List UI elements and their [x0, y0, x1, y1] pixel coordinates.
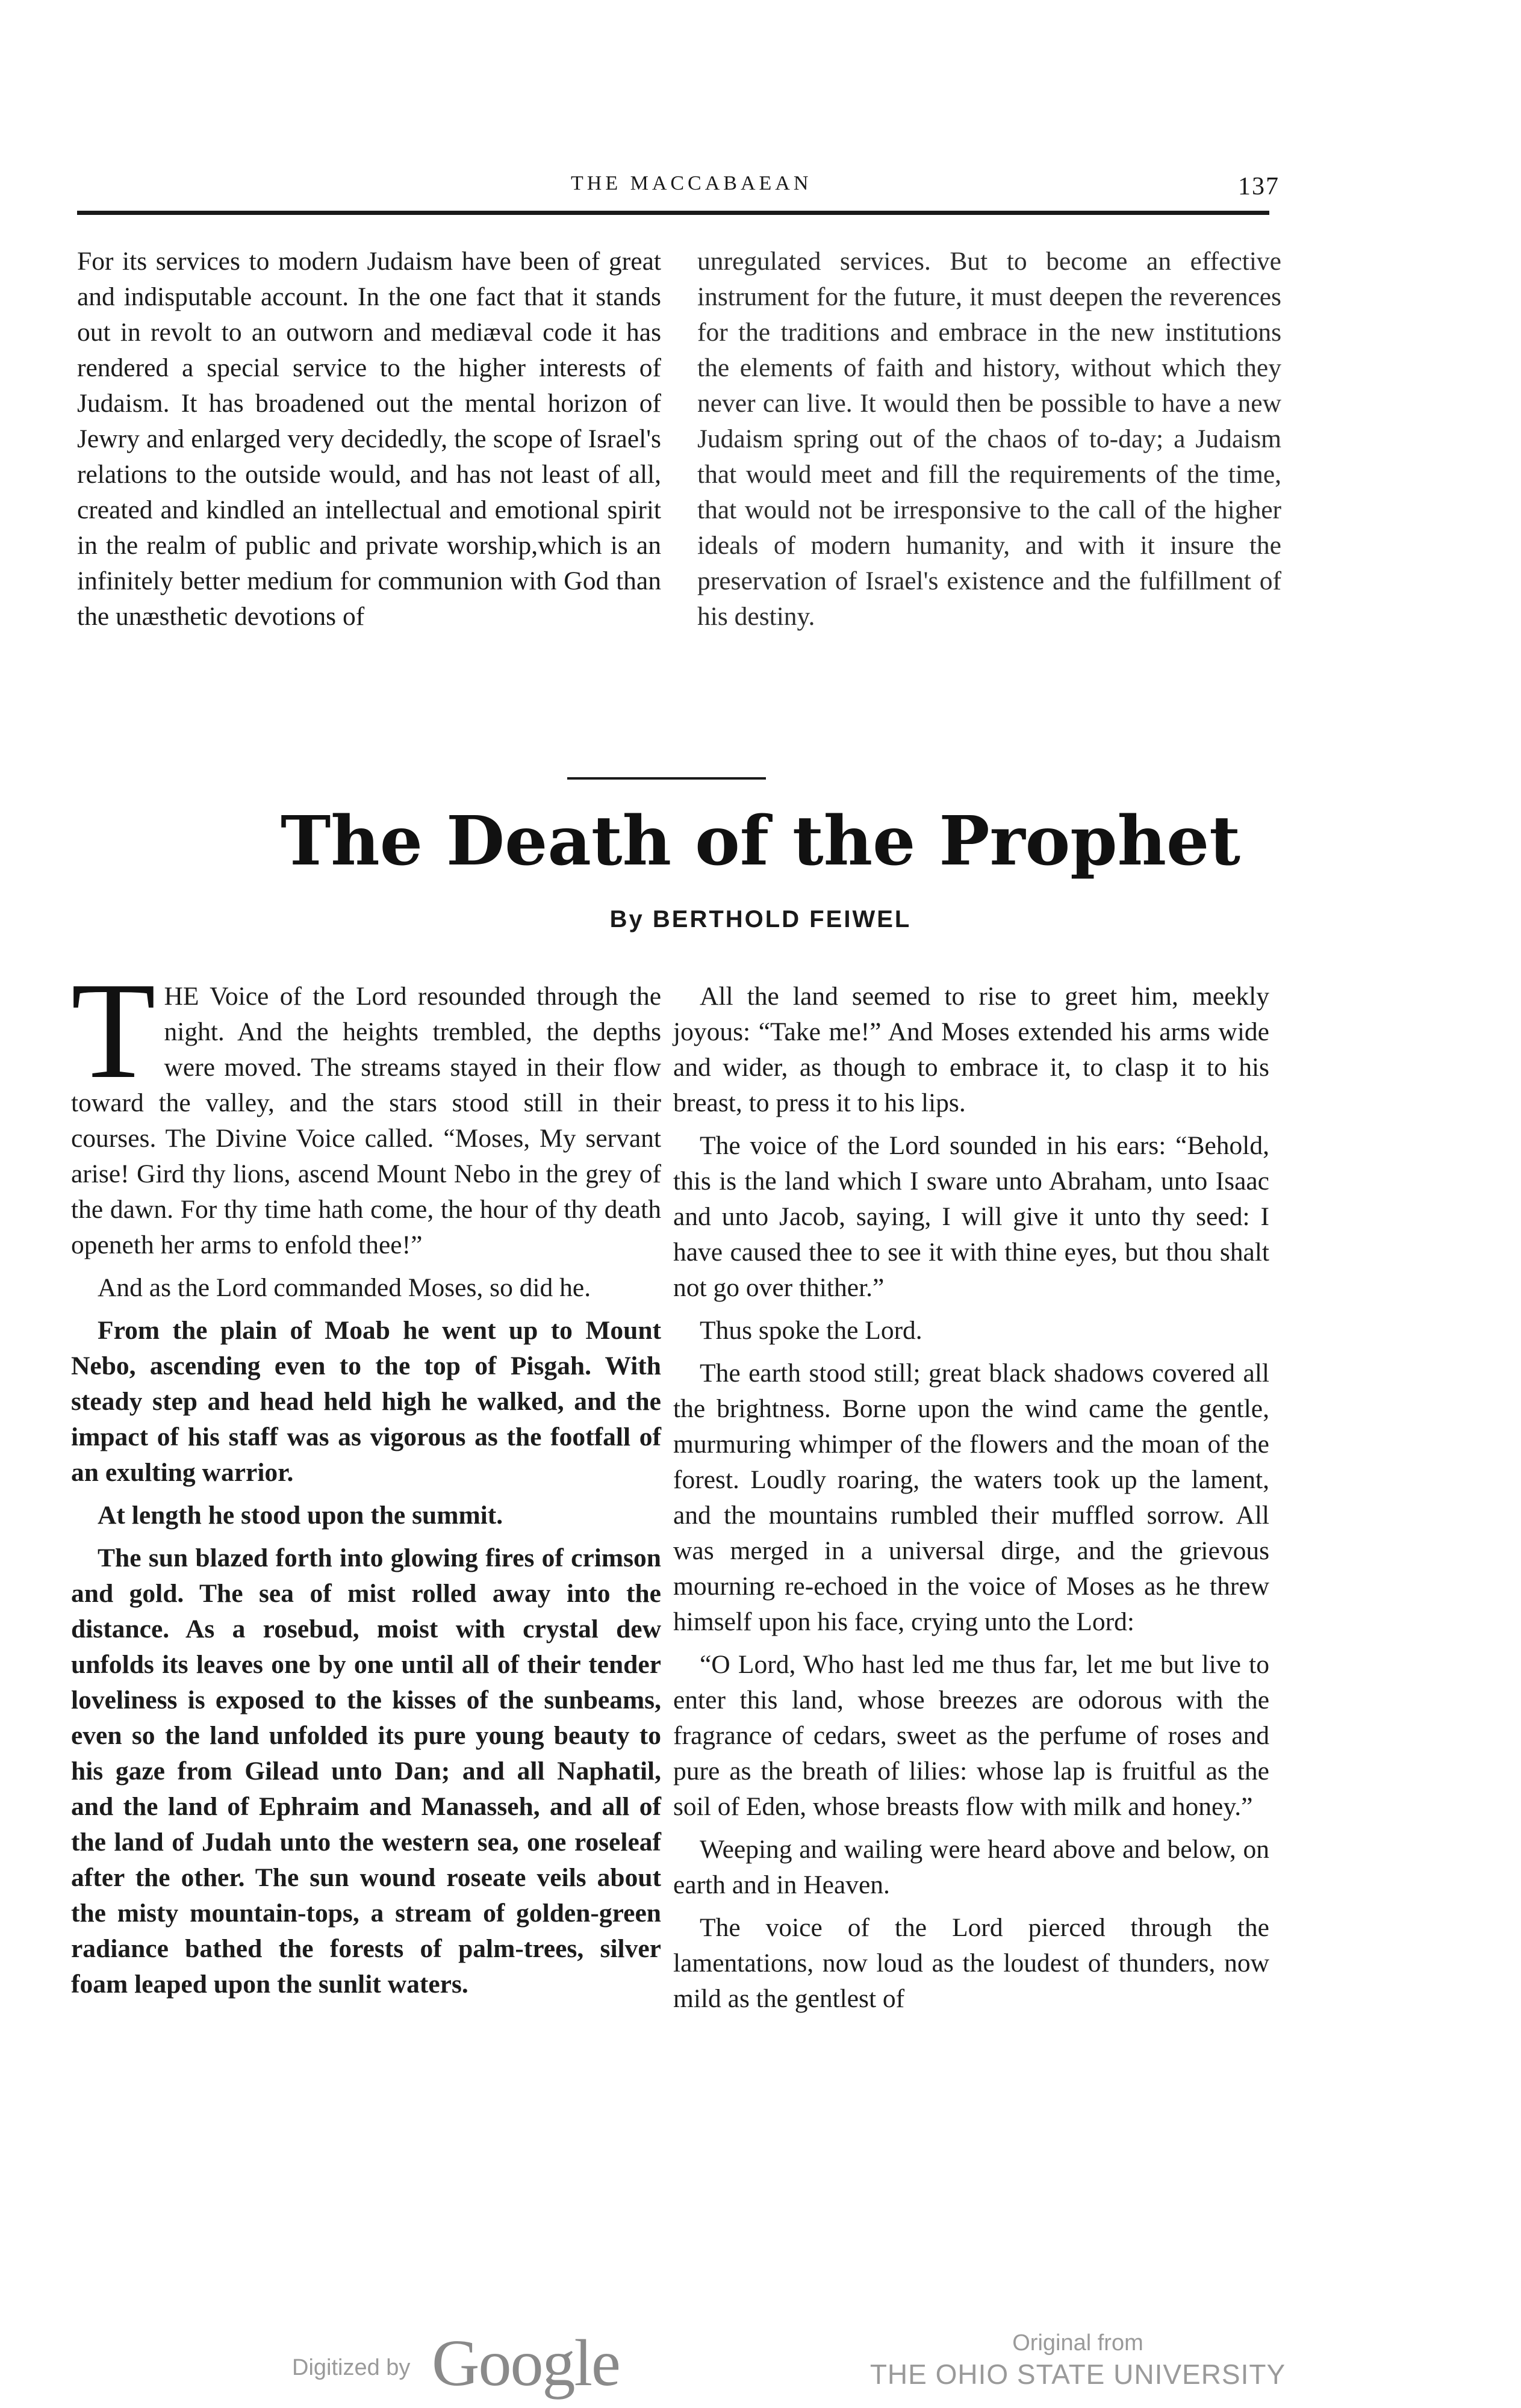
university-name: THE OHIO STATE UNIVERSITY — [869, 2359, 1286, 2390]
paragraph: At length he stood upon the summit. — [98, 1501, 503, 1530]
paragraph: The earth stood still; great black shadows covered all the brightness. Borne upon the wind came the gentle, murmuring whimper of the flowers and the moan of the forest. Loudly roaring, the waters took up the lament, and the mountains rumbled their muffled sorrow. All was merged in a universal dirge, and the grievous mourning re-echoed in the voice of Moses as he threw himself upon his face, crying unto the Lord: — [673, 1359, 1269, 1636]
article-title: The Death of the Prophet — [280, 802, 1241, 881]
paragraph: “O Lord, Who hast led me thus far, let me but live to enter this land, whose breezes are odorous with the fragrance of cedars, sweet as the perfume of roses and pure as the breath of lilies: whose lap is fruitful as the soil of Eden, whose breasts flow with milk and honey.” — [673, 1650, 1269, 1821]
original-from-watermark — [867, 2329, 1289, 2391]
paragraph: The sun blazed forth into glowing fires of crimson and gold. The sea of mist rolled away into the distance. As a rosebud, moist with crystal dew unfolds its leaves one by one until all of their tender loveliness is exposed to the kisses of the sunbeams, even so the land unfolded its pure young beauty to his gaze from Gilead unto Dan; and all Naphatil, and the land of Ephraim and Manasseh, and all of the land of Judah unto the western sea, one roseleaf after the other. The sun wound roseate veils about the misty mountain-tops, a stream of golden-green radiance bathed the forests of palm-trees, silver foam leaped upon the sunlit waters. — [71, 1544, 661, 1999]
section-divider — [567, 777, 766, 780]
paragraph: The voice of the Lord pierced through the lamentations, now loud as the loudest of thunders, now mild as the gentlest of — [673, 1913, 1269, 2013]
article-byline: By BERTHOLD FEIWEL — [609, 906, 912, 932]
paragraph: From the plain of Moab he went up to Mount Nebo, ascending even to the top of Pisgah. With steady step and head held high he walked, and the impact of his staff was as vigorous as the footfall of an exulting warrior. — [71, 1316, 661, 1487]
header-rule — [77, 211, 1269, 215]
paragraph-text: HE Voice of the Lord resounded through the night. And the heights trembled, the depths were moved. The streams stayed in their flow toward the valley, and the stars stood still in their courses. The Divine Voice called. “Moses, My servant arise! Gird thy lions, ascend Mount Nebo in the grey of the dawn. For thy time hath come, the hour of thy death openeth her arms to enfold thee!” — [71, 982, 661, 1259]
paragraph — [71, 954, 661, 1263]
paragraph: And as the Lord commanded Moses, so did he. — [98, 1273, 591, 1302]
running-title: THE MACCABAEAN — [571, 172, 812, 194]
paragraph: Weeping and wailing were heard above and below, on earth and in Heaven. — [673, 1835, 1269, 1899]
digitized-label: Digitized by — [292, 2355, 411, 2380]
paragraph: Thus spoke the Lord. — [700, 1316, 922, 1345]
running-head — [0, 172, 1521, 208]
drop-cap: T — [71, 954, 156, 1107]
paragraph: The voice of the Lord sounded in his ears: “Behold, this is the land which I sware unto Abraham, unto Isaac and unto Jacob, saying, I will give it unto thy seed: I have caused thee to see it with thine eyes, but thou shalt not go over thither.” — [673, 1131, 1269, 1302]
google-logo: Google — [432, 2326, 620, 2400]
page-number: 137 — [1238, 173, 1280, 200]
article-left-column — [71, 954, 661, 2002]
previous-article-right-column — [697, 244, 1281, 635]
article-right-column — [673, 979, 1269, 2017]
original-from-label: Original from — [1012, 2330, 1143, 2356]
previous-article-left-column — [77, 244, 661, 635]
paragraph: All the land seemed to rise to greet him, meekly joyous: “Take me!” And Moses extended his arms wide and wider, as though to embrace it, to clasp it to his breast, to press it to his lips. — [673, 982, 1269, 1117]
previous-article-text-right: unregulated services. But to become an effective instrument for the future, it must deepen the reverences for the traditions and embrace in the new institutions the elements of faith and history, without which they never can live. It would then be possible to have a new Judaism spring out of the chaos of to-day; a Judaism that would meet and fill the requirements of the time, that would not be irresponsive to the call of the higher ideals of modern humanity, and with it insure the preservation of Israel's existence and the fulfillment of his destiny. — [697, 247, 1281, 631]
previous-article-text-left: For its services to modern Judaism have been of great and indisputable account. In the one fact that it stands out in revolt to an outworn and mediæval code it has rendered a special service to the higher interests of Judaism. It has broadened out the mental horizon of Jewry and enlarged very decidedly, the scope of Israel's relations to the outside would, and has not least of all, created and kindled an intellectual and emotional spirit in the realm of public and private worship,which is an infinitely better medium for communion with God than the unæsthetic devotions of — [77, 247, 661, 631]
